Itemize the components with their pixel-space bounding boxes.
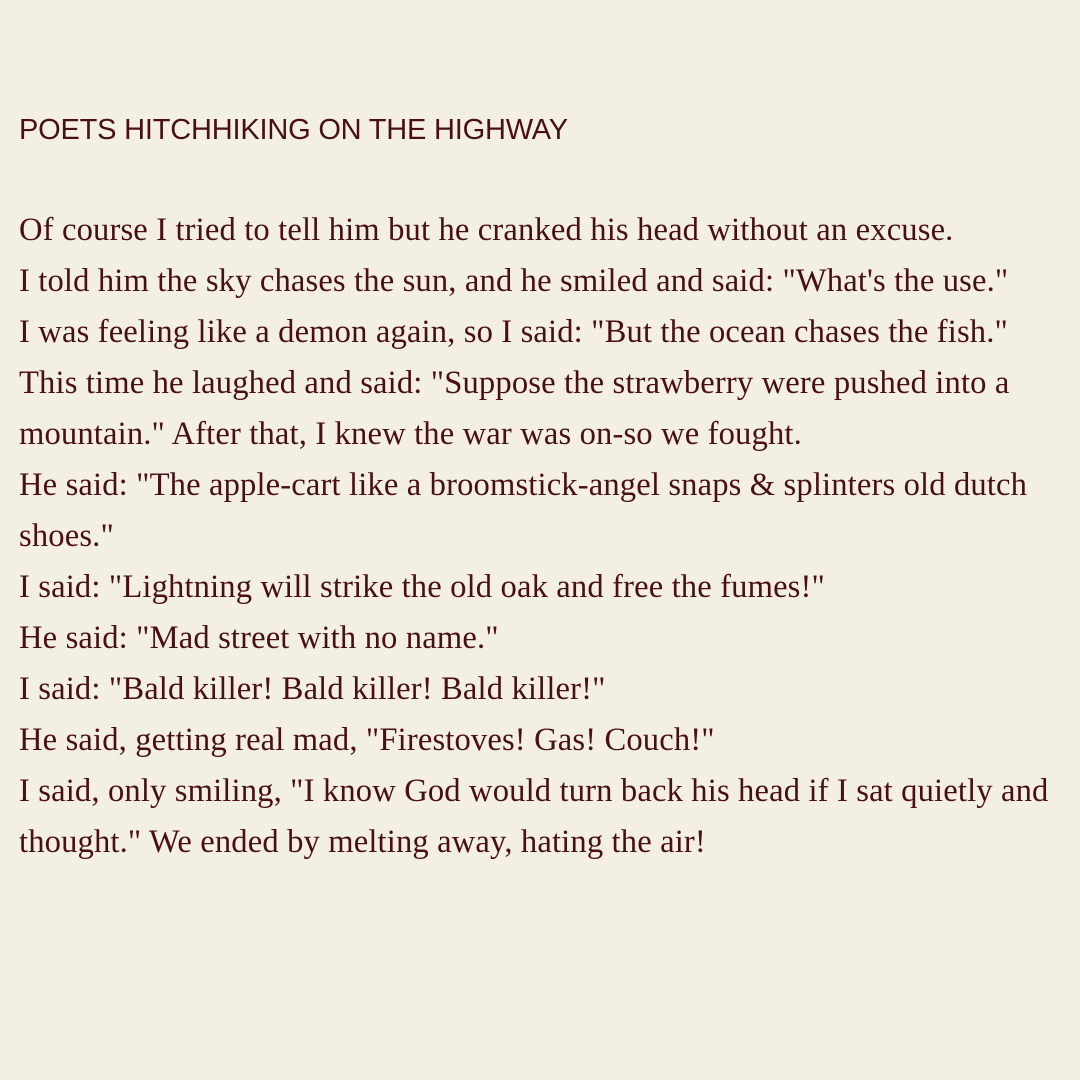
- poem-line: I was feeling like a demon again, so I said: "But the ocean chases the fish.": [19, 314, 1008, 350]
- poem-body: [19, 205, 1069, 868]
- poem-line: I said: "Lightning will strike the old oak and free the fumes!": [19, 569, 825, 605]
- poem-line: This time he laughed and said: "Suppose the strawberry were pushed into a mountain." After that, I knew the war was on-so we fought.: [19, 365, 1010, 452]
- poem-line: He said: "Mad street with no name.": [19, 620, 499, 656]
- poem-line: I said, only smiling, "I know God would turn back his head if I sat quietly and thought." We ended by melting away, hating the air!: [19, 773, 1049, 860]
- poem-line: I said: "Bald killer! Bald killer! Bald killer!": [19, 671, 606, 707]
- poem-line: Of course I tried to tell him but he cranked his head without an excuse.: [19, 212, 954, 248]
- poem-title: POETS HITCHHIKING ON THE HIGHWAY: [19, 114, 568, 146]
- poem-line: He said: "The apple-cart like a broomstick-angel snaps & splinters old dutch shoes.": [19, 467, 1028, 554]
- poem-line: He said, getting real mad, "Firestoves! Gas! Couch!": [19, 722, 715, 758]
- poem-line: I told him the sky chases the sun, and he smiled and said: "What's the use.": [19, 263, 1009, 299]
